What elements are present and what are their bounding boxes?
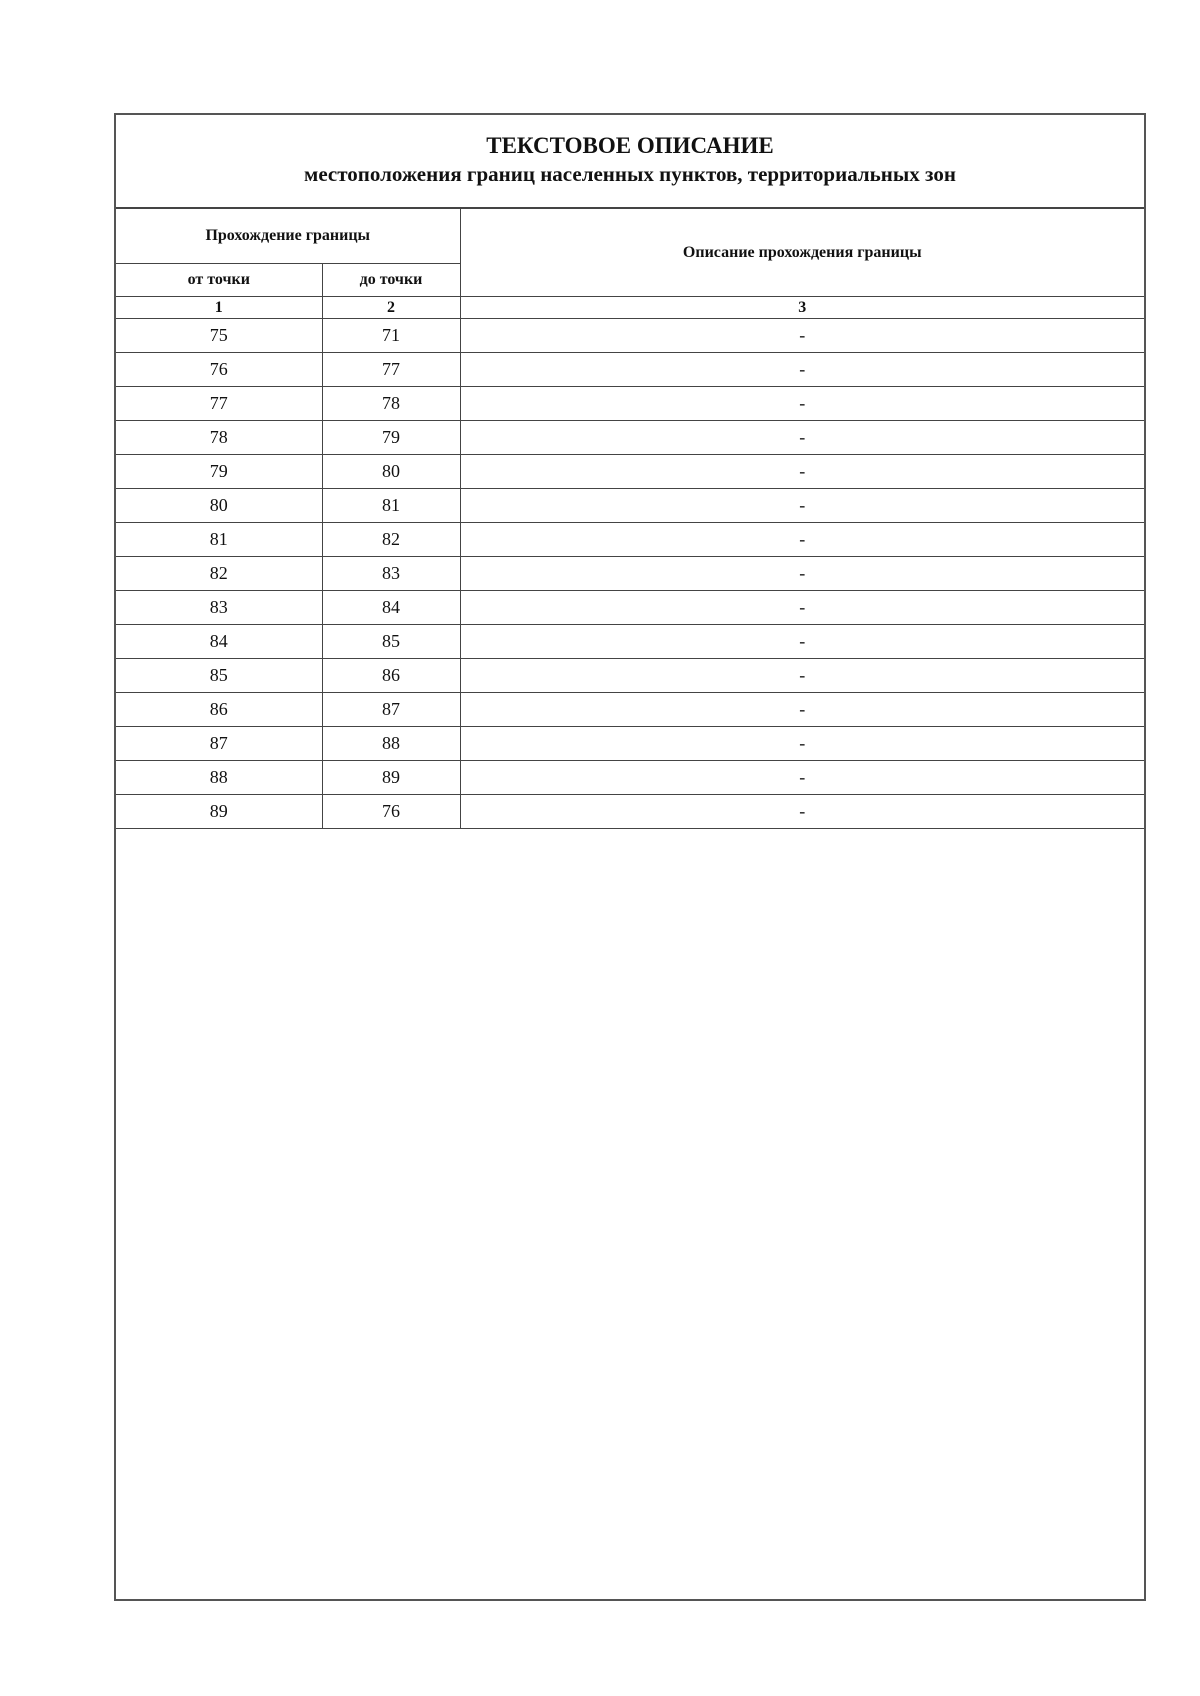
cell-description: - (460, 557, 1144, 591)
cell-from-point: 85 (116, 659, 322, 693)
table-row (116, 455, 1144, 489)
header-description: Описание прохождения границы (460, 209, 1144, 297)
cell-from-point: 76 (116, 353, 322, 387)
cell-description: - (460, 727, 1144, 761)
table-row (116, 761, 1144, 795)
cell-from-point: 78 (116, 421, 322, 455)
cell-to-point: 86 (322, 659, 460, 693)
cell-to-point: 84 (322, 591, 460, 625)
table-row (116, 591, 1144, 625)
table-row (116, 557, 1144, 591)
title-block (116, 115, 1144, 208)
column-number-1: 1 (116, 297, 322, 319)
cell-to-point: 79 (322, 421, 460, 455)
table-row (116, 387, 1144, 421)
cell-description: - (460, 421, 1144, 455)
cell-description: - (460, 693, 1144, 727)
cell-to-point: 87 (322, 693, 460, 727)
cell-to-point: 85 (322, 625, 460, 659)
cell-description: - (460, 353, 1144, 387)
cell-from-point: 75 (116, 319, 322, 353)
cell-to-point: 80 (322, 455, 460, 489)
header-boundary-passage: Прохождение границы (116, 209, 460, 264)
cell-description: - (460, 659, 1144, 693)
document-title: ТЕКСТОВОЕ ОПИСАНИЕ (486, 133, 774, 158)
cell-to-point: 82 (322, 523, 460, 557)
table-row (116, 727, 1144, 761)
table-row (116, 353, 1144, 387)
cell-from-point: 84 (116, 625, 322, 659)
cell-to-point: 89 (322, 761, 460, 795)
table-row (116, 625, 1144, 659)
table-row (116, 795, 1144, 829)
cell-to-point: 71 (322, 319, 460, 353)
document-subtitle: местоположения границ населенных пунктов, территориальных зон (304, 162, 956, 186)
cell-description: - (460, 761, 1144, 795)
cell-description: - (460, 591, 1144, 625)
table-row (116, 421, 1144, 455)
cell-from-point: 82 (116, 557, 322, 591)
boundary-table (116, 208, 1144, 829)
table-body (116, 319, 1144, 829)
document-frame (114, 113, 1146, 1601)
cell-from-point: 89 (116, 795, 322, 829)
cell-from-point: 88 (116, 761, 322, 795)
cell-description: - (460, 795, 1144, 829)
cell-to-point: 76 (322, 795, 460, 829)
cell-description: - (460, 455, 1144, 489)
cell-from-point: 80 (116, 489, 322, 523)
cell-from-point: 86 (116, 693, 322, 727)
table-row (116, 319, 1144, 353)
header-to-point: до точки (322, 264, 460, 297)
cell-to-point: 78 (322, 387, 460, 421)
cell-description: - (460, 489, 1144, 523)
cell-from-point: 81 (116, 523, 322, 557)
cell-to-point: 88 (322, 727, 460, 761)
cell-description: - (460, 523, 1144, 557)
cell-description: - (460, 387, 1144, 421)
cell-from-point: 87 (116, 727, 322, 761)
cell-description: - (460, 625, 1144, 659)
cell-from-point: 79 (116, 455, 322, 489)
column-number-3: 3 (460, 297, 1144, 319)
cell-from-point: 77 (116, 387, 322, 421)
column-number-2: 2 (322, 297, 460, 319)
cell-to-point: 77 (322, 353, 460, 387)
cell-description: - (460, 319, 1144, 353)
cell-to-point: 81 (322, 489, 460, 523)
table-row (116, 489, 1144, 523)
cell-to-point: 83 (322, 557, 460, 591)
table-row (116, 523, 1144, 557)
cell-from-point: 83 (116, 591, 322, 625)
table-row (116, 693, 1144, 727)
header-from-point: от точки (116, 264, 322, 297)
table-row (116, 659, 1144, 693)
